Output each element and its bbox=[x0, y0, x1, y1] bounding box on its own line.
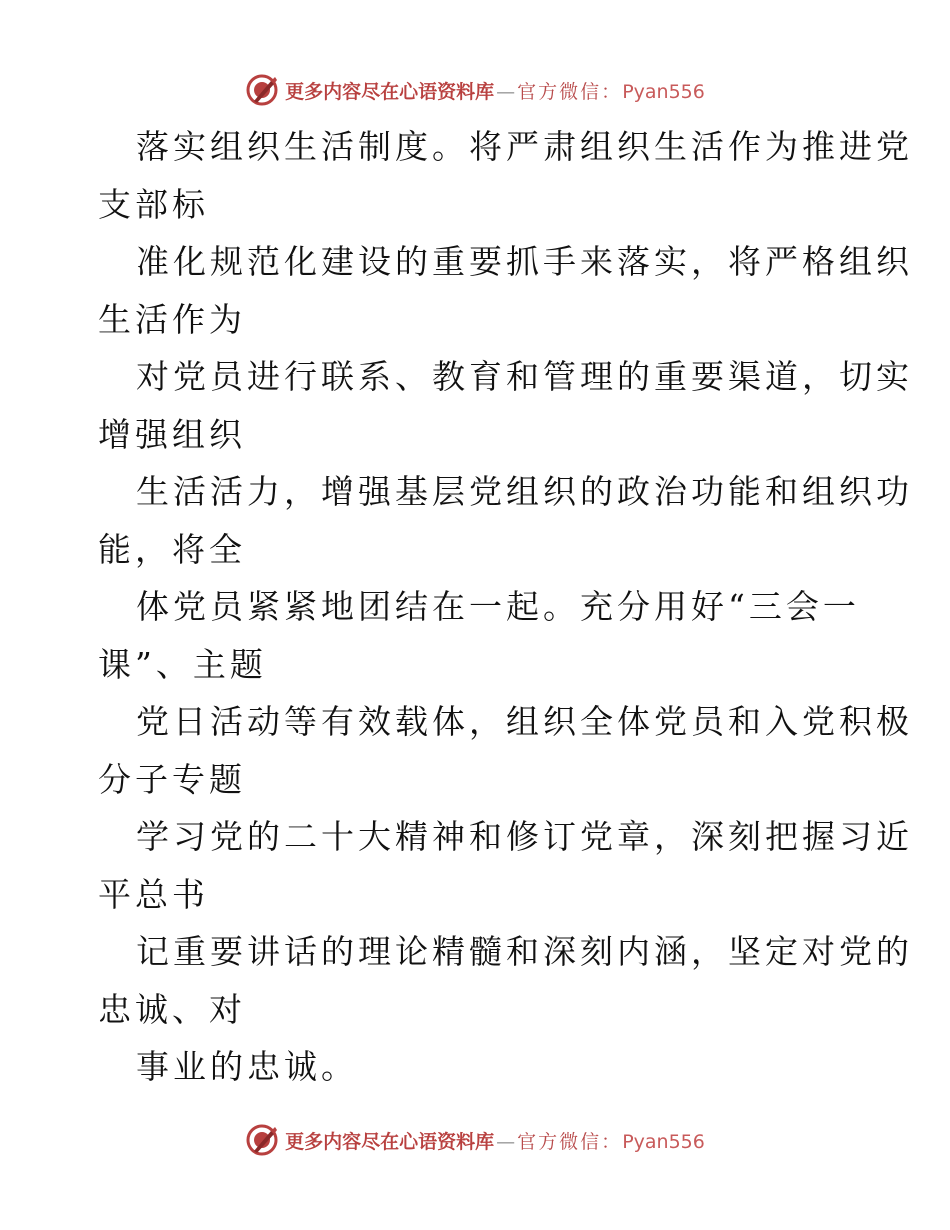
paragraph-line: 生活活力，增强基层党组织的政治功能和组织功 bbox=[136, 472, 913, 511]
header-banner bbox=[0, 72, 950, 108]
paragraph-4 bbox=[98, 463, 913, 578]
banner-brand: 更多内容尽在心语资料库 bbox=[285, 1130, 495, 1153]
paragraph-line: 对党员进行联系、教育和管理的重要渠道，切实 bbox=[136, 357, 913, 396]
banner-dash: — bbox=[496, 80, 516, 103]
paragraph-6 bbox=[98, 693, 913, 808]
paragraph-line: 党日活动等有效载体，组织全体党员和入党积极 bbox=[136, 702, 913, 741]
paragraph-line: 课”、主题 bbox=[98, 644, 267, 684]
banner-official-label: 官方微信： bbox=[517, 1130, 623, 1153]
banner-wechat-id: Pyan556 bbox=[622, 80, 705, 103]
footer-banner-inner bbox=[245, 1123, 705, 1157]
logo-pen-icon bbox=[245, 1123, 279, 1157]
banner-text bbox=[285, 1127, 705, 1154]
paragraph-3 bbox=[98, 348, 913, 463]
banner-wechat-id: Pyan556 bbox=[622, 1130, 705, 1153]
paragraph-line: 支部标 bbox=[98, 184, 209, 224]
paragraph-line: 记重要讲话的理论精髓和深刻内涵，坚定对党的 bbox=[136, 932, 913, 971]
paragraph-5 bbox=[98, 578, 858, 693]
paragraph-1 bbox=[98, 118, 913, 233]
banner-text bbox=[285, 77, 705, 104]
logo-pen-icon bbox=[245, 73, 279, 107]
paragraph-line: 能，将全 bbox=[98, 529, 246, 569]
paragraph-line: 体党员紧紧地团结在一起。充分用好“三会一 bbox=[136, 587, 860, 626]
document-body bbox=[98, 118, 913, 1096]
footer-banner bbox=[0, 1122, 950, 1158]
paragraph-line: 增强组织 bbox=[98, 414, 246, 454]
paragraph-line: 事业的忠诚。 bbox=[136, 1047, 358, 1086]
banner-official-label: 官方微信： bbox=[517, 80, 623, 103]
banner-dash: — bbox=[496, 1130, 516, 1153]
paragraph-line: 忠诚、对 bbox=[98, 989, 246, 1029]
paragraph-line: 分子专题 bbox=[98, 759, 246, 799]
paragraph-line: 准化规范化建设的重要抓手来落实，将严格组织 bbox=[136, 242, 913, 281]
paragraph-9 bbox=[98, 1038, 858, 1096]
paragraph-8 bbox=[98, 923, 913, 1038]
banner-brand: 更多内容尽在心语资料库 bbox=[285, 80, 495, 103]
paragraph-line: 落实组织生活制度。将严肃组织生活作为推进党 bbox=[136, 127, 913, 166]
paragraph-line: 学习党的二十大精神和修订党章，深刻把握习近 bbox=[136, 817, 913, 856]
paragraph-line: 平总书 bbox=[98, 874, 209, 914]
header-banner-inner bbox=[245, 73, 705, 107]
paragraph-7 bbox=[98, 808, 913, 923]
paragraph-line: 生活作为 bbox=[98, 299, 246, 339]
paragraph-2 bbox=[98, 233, 913, 348]
